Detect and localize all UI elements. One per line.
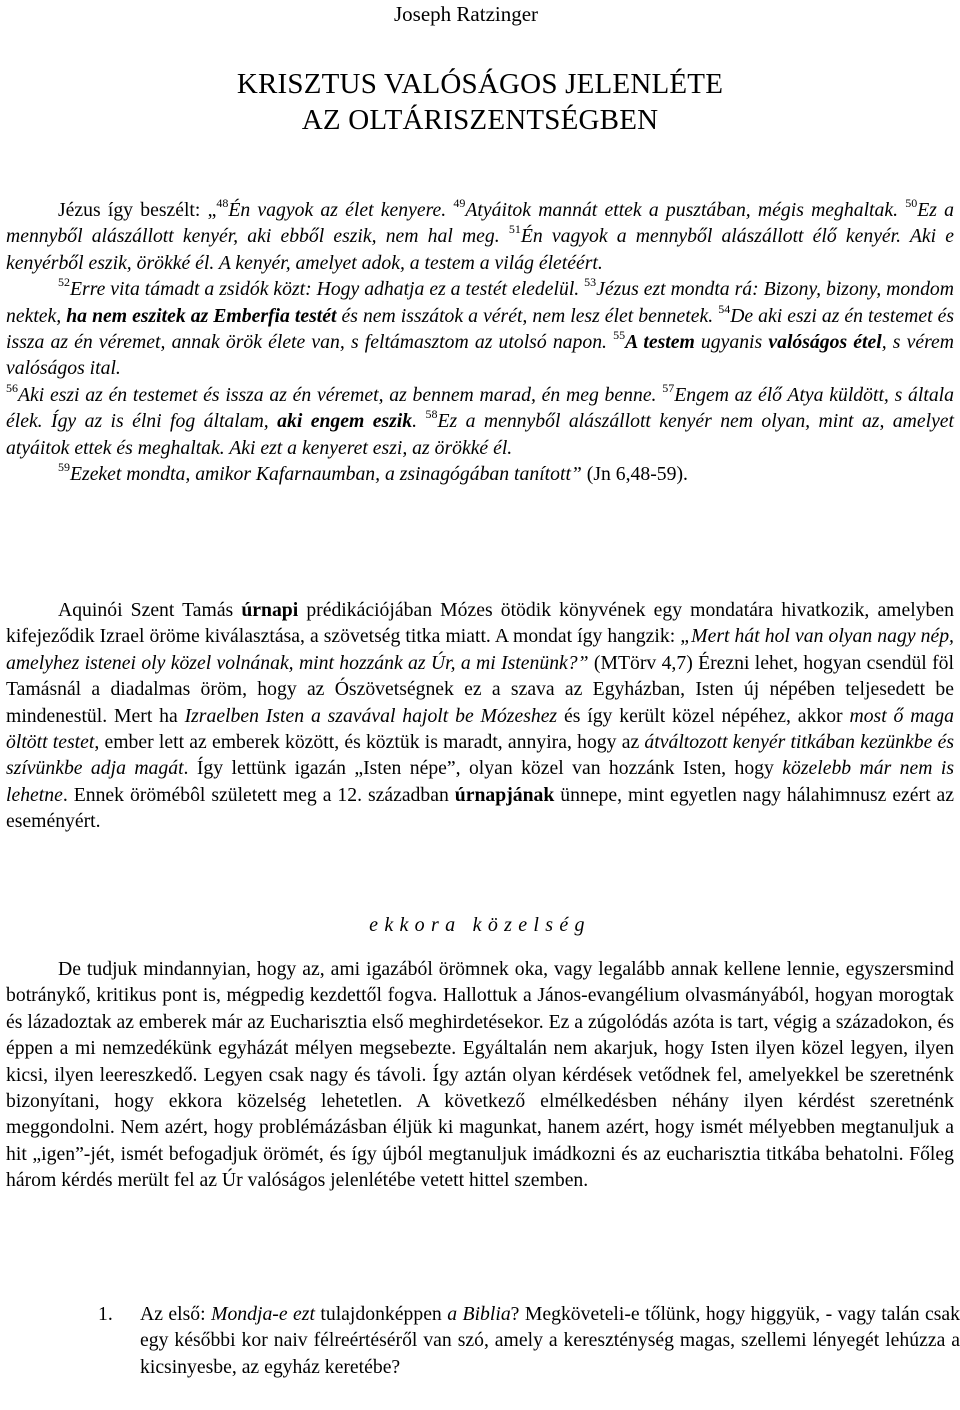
text-italic: Mondja-e ezt [211,1303,315,1325]
verse-number: 54 [718,301,731,316]
verse-number: 55 [613,328,626,343]
verse-number: 59 [58,460,70,475]
paragraph-text [6,597,954,835]
text-run: Aquinói Szent Tamás [58,599,242,621]
verse-number: 53 [584,275,597,290]
numbered-list [98,1301,960,1380]
text-bold: úrnapjának [454,783,555,806]
verse-number: 52 [58,275,70,290]
verse-text: Én vagyok a mennyből alászállott élő kenyér. Aki e kenyérből eszik, örökké él. A kenyér, amelyet adok, a testem a világ életéért. [6,225,954,274]
text-run: ? Megköveteli-e tőlünk, hogy higgyük, - vagy talán csak egy későbbi kor naiv félreértéséről van szó, amely a kereszténység magas, szellemi lényegét lehúzza a kicsinyesbe, az egyház keretébe? [140,1303,960,1378]
verse-text: Erre vita támadt a zsidók közt: Hogy adhatja ez a testét eledelül. [70,278,585,301]
verse-number: 48 [216,196,229,210]
verse-text: Aki eszi az én testemet és issza az én véremet, az bennem marad, én meg benne. [18,383,663,406]
list-number: 1. [98,1303,113,1325]
list-item [140,1301,960,1380]
text-run: , ember lett az emberek között, és köztük is maradt, annyira, hogy az [94,731,645,754]
document-title [6,66,954,138]
text-run: (MTörv 4,7) Érezni lehet, hogyan csendül föl Tamásnál a diadalmas öröm, hogy az Ószövetségnek ez a szava az Egyházban, Isten új népében teljesedett be mindenestül. Mert ha [6,651,954,727]
text-run: és így került közel népéhez, akkor [557,704,850,727]
verse-emphasis: valóságos étel [768,331,882,354]
text-italic: közelebb már nem is lehetne [6,757,954,806]
text-run: Az első: [140,1303,212,1325]
verse-text: Én vagyok az élet kenyere. [228,199,454,221]
title-line-2: AZ OLTÁRISZENTSÉGBEN [301,104,659,136]
verse-text: és nem isszátok a vérét, nem lesz élet bennetek. [336,304,719,327]
verse-number: 56 [6,380,18,395]
verse-text: Jézus ezt mondta rá: Bizony, bizony, mondom nektek, [6,278,954,327]
verse-text: ugyanis [694,331,769,354]
text-bold: úrnapi [241,599,299,621]
verse-number: 49 [453,196,466,210]
title-line-1: KRISZTUS VALÓSÁGOS JELENLÉTE [236,68,724,100]
verse-text: Atyáitok mannát ettek a pusztában, mégis meghaltak. [465,199,906,221]
verse-text: De aki eszi az én testemet és issza az én véremet, annak örök élete van, s feltámasztom az utolsó napon. [6,304,954,354]
scripture-passage [6,197,954,487]
text-run: ünnepe, mint egyetlen nagy hálahimnusz ezért az eseményért. [6,783,954,833]
paragraph-text: De tudjuk mindannyian, hogy az, ami igazából örömnek oka, vagy legalább annak kellene lennie, egyszersmind botránykő, kritikus pont is, mégpedig kezdettől fogva. Hallottuk a János-evangélium olvasmányából, hogyan morogtak és lázadoztak az emberek már az Eucharisztia első meghirdetésekor. Ez a zúgolódás azóta is tart, végig a századokon, és éppen a mi nemzedékünk egyházát mélyen megsebezte. Egyáltalán nem akarjuk, hogy Isten ilyen közel legyen, ilyen kicsi, ilyen leereszkedő. Legyen csak nagy és távoli. Így aztán olyan kérdések vetődnek fel, amelyekkel be szeretnénk bizonyítani, hogy ekkora közelség lehetetlen. A következő elmélkedésben néhány ilyen kérdést szeretnénk meggondolni. Nem azért, hogy problémázásban éljük ki magunkat, hanem azért, hogy ismét mélyebben megtanuljuk a hit „igen”-jét, ismét befogadjuk örömét, és így újból megtanuljuk imádkozni és az eucharisztia titkába behatolni. Főleg három kérdés merült fel az Úr valóságos jelenlétébe vetett hittel szemben. [6,958,954,1192]
verse-text: . [412,410,426,433]
spaced-heading: ekkora közelség [369,914,591,936]
scripture-intro: Jézus így beszélt: „ [58,199,217,221]
scripture-part-2 [6,276,954,382]
verse-text: , s vérem valóságos ital. [6,331,954,380]
text-italic: „Mert hát hol van olyan nagy nép, amelyhez istenei oly közel volnának, mint hozzánk az Úr, a mi Istenünk?” [6,625,954,674]
verse-emphasis: A testem [625,331,695,354]
verse-text: Ez a mennyből alászállott kenyér, aki ebből eszik, nem hal meg. [6,199,955,248]
verse-emphasis: ha nem eszitek az Emberfia testét [66,304,337,327]
verse-emphasis: aki engem eszik [277,410,413,433]
verse-text: Ezeket mondta, amikor Kafarnaumban, a zsinagógában tanított” [70,463,582,486]
author-name: Joseph Ratzinger [394,2,539,26]
paragraph-2 [6,956,954,1194]
text-italic: átváltozott kenyér titkában kezünkbe és szívünkbe adja magát [6,731,954,780]
scripture-reference: (Jn 6,48-59). [581,463,688,486]
text-italic: a Biblia [447,1303,511,1325]
text-run: tulajdonképpen [314,1303,448,1325]
text-italic: most ő maga öltött testet [6,704,954,754]
text-run: prédikációjában Mózes ötödik könyvének egy mondatára hivatkozik, amelyben kifejeződik Izrael öröme kiválasztása, a szövetség titka miatt. A mondat így hangzik: [6,599,954,648]
text-run: . Ennek örömébôl született meg a 12. században [62,783,455,806]
scripture-part-1 [6,197,954,276]
verse-number: 58 [425,407,438,422]
text-italic: Izraelben Isten a szavával hajolt be Mózeshez [184,704,558,727]
paragraph-1 [6,597,954,835]
scripture-part-3 [6,382,954,461]
verse-number: 51 [508,222,521,237]
verse-text: Engem az élő Atya küldött, s általa élek. Így az is élni fog általam, [6,383,954,433]
scripture-part-4 [6,461,954,487]
verse-number: 50 [905,196,918,210]
text-run: . Így lettünk igazán „Isten népe”, olyan közel van hozzánk Isten, hogy [183,757,783,780]
verse-text: Ez a mennyből alászállott kenyér nem olyan, mint az, amelyet atyáitok ettek és meghaltak. Aki ezt a kenyeret eszi, az örökké él. [6,410,955,459]
verse-number: 57 [662,380,675,395]
